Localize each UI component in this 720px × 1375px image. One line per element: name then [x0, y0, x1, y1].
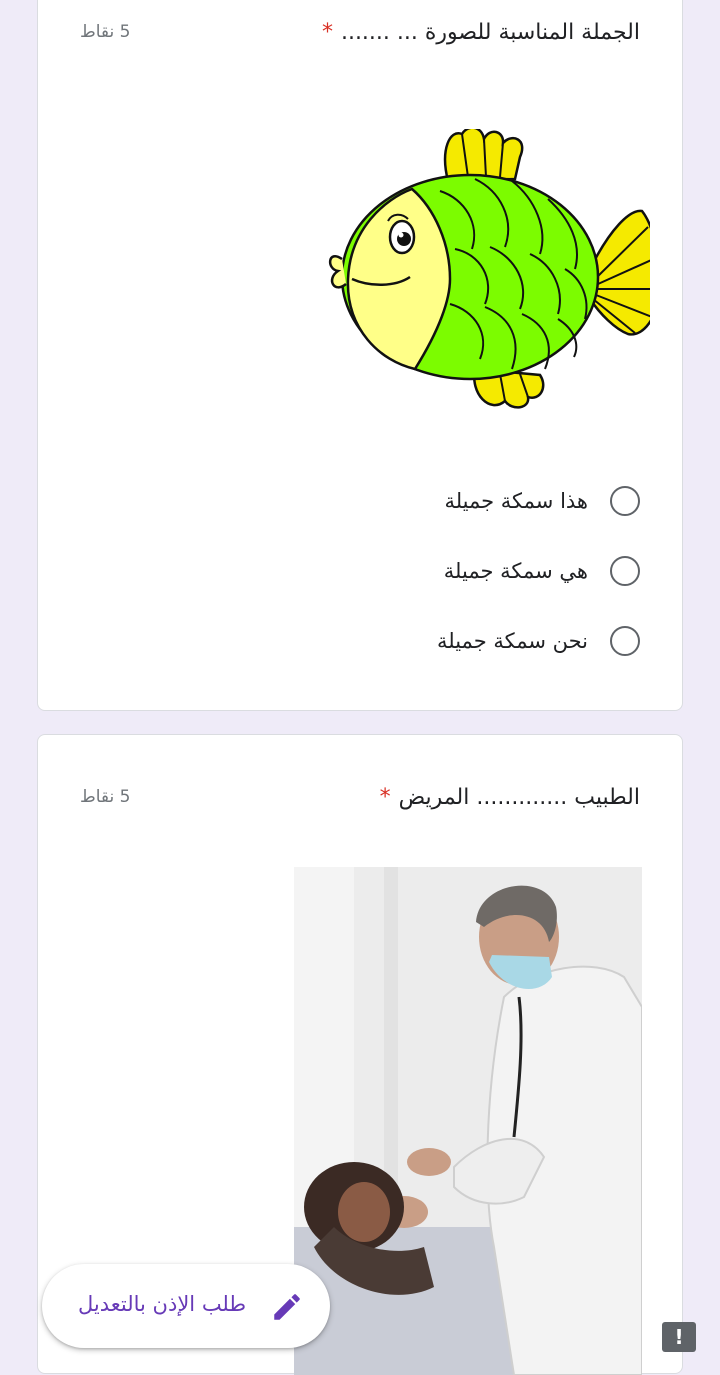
pencil-icon	[270, 1290, 304, 1324]
option-2[interactable]	[380, 551, 640, 591]
option-1[interactable]	[380, 481, 640, 521]
option-label: هذا سمكة جميلة	[444, 489, 588, 513]
question-points: 5 نقاط	[80, 787, 131, 807]
question-title: الطبيب ............. المريض*	[379, 785, 640, 810]
required-asterisk: *	[321, 20, 333, 45]
option-label: هي سمكة جميلة	[443, 559, 588, 583]
request-edit-button[interactable]	[42, 1264, 330, 1348]
option-3[interactable]	[380, 621, 640, 661]
question-title: الجملة المناسبة للصورة ... .......*	[321, 20, 640, 45]
radio-button[interactable]	[610, 556, 640, 586]
required-asterisk: *	[379, 785, 391, 810]
option-label: نحن سمكة جميلة	[437, 629, 588, 653]
question-points: 5 نقاط	[80, 22, 131, 42]
report-icon[interactable]: !	[662, 1322, 696, 1352]
question-card-1	[37, 0, 683, 711]
fish-image	[290, 129, 650, 419]
request-edit-label: طلب الإذن بالتعديل	[78, 1292, 247, 1316]
doctor-patient-photo	[294, 867, 642, 1375]
radio-button[interactable]	[610, 486, 640, 516]
radio-button[interactable]	[610, 626, 640, 656]
